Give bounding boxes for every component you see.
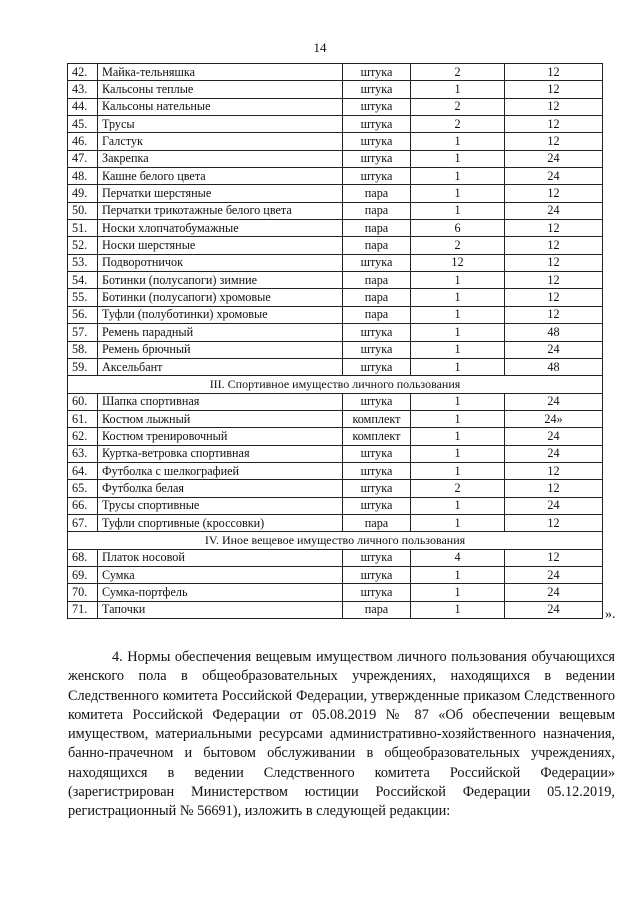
cell-name: Шапка спортивная [98,393,343,410]
cell-term: 24 [505,168,603,185]
table-row [68,549,603,566]
cell-num: 69. [68,566,98,583]
table-row [68,168,603,185]
cell-num: 54. [68,272,98,289]
cell-qty: 1 [411,289,505,306]
table-row [68,254,603,271]
cell-unit: штука [343,81,411,98]
cell-qty: 1 [411,445,505,462]
closing-quote: ». [605,607,616,622]
cell-name: Тапочки [98,601,343,618]
cell-name: Футболка белая [98,480,343,497]
table-row [68,462,603,479]
cell-qty: 1 [411,185,505,202]
cell-qty: 6 [411,220,505,237]
cell-name: Кальсоны теплые [98,81,343,98]
cell-name: Трусы [98,116,343,133]
table-row [68,497,603,514]
cell-term: 24 [505,202,603,219]
cell-unit: штука [343,150,411,167]
cell-unit: пара [343,289,411,306]
cell-qty: 1 [411,168,505,185]
cell-qty: 1 [411,324,505,341]
cell-name: Подворотничок [98,254,343,271]
cell-num: 46. [68,133,98,150]
cell-qty: 12 [411,254,505,271]
cell-unit: штука [343,324,411,341]
cell-num: 53. [68,254,98,271]
cell-num: 50. [68,202,98,219]
cell-term: 12 [505,289,603,306]
cell-unit: штука [343,566,411,583]
cell-term: 12 [505,81,603,98]
cell-name: Туфли спортивные (кроссовки) [98,514,343,531]
cell-unit: комплект [343,428,411,445]
cell-name: Сумка [98,566,343,583]
cell-name: Носки шерстяные [98,237,343,254]
cell-qty: 1 [411,81,505,98]
cell-num: 55. [68,289,98,306]
cell-num: 42. [68,64,98,81]
cell-name: Сумка-портфель [98,584,343,601]
cell-qty: 1 [411,341,505,358]
cell-term: 12 [505,98,603,115]
cell-qty: 1 [411,306,505,323]
section-title: III. Спортивное имущество личного пользования [68,376,603,393]
cell-name: Трусы спортивные [98,497,343,514]
cell-num: 65. [68,480,98,497]
cell-num: 47. [68,150,98,167]
cell-unit: пара [343,601,411,618]
cell-num: 62. [68,428,98,445]
cell-term: 24 [505,428,603,445]
table-row [68,133,603,150]
table-row [68,584,603,601]
table-row [68,393,603,410]
cell-name: Футболка с шелкографией [98,462,343,479]
cell-unit: штука [343,584,411,601]
cell-num: 60. [68,393,98,410]
cell-num: 52. [68,237,98,254]
cell-num: 63. [68,445,98,462]
table-row [68,116,603,133]
cell-unit: штука [343,358,411,375]
cell-name: Ботинки (полусапоги) хромовые [98,289,343,306]
table-row [68,324,603,341]
cell-num: 66. [68,497,98,514]
cell-unit: штука [343,341,411,358]
cell-qty: 1 [411,428,505,445]
cell-qty: 2 [411,480,505,497]
cell-unit: штука [343,393,411,410]
cell-qty: 1 [411,358,505,375]
cell-name: Перчатки трикотажные белого цвета [98,202,343,219]
table-row [68,98,603,115]
table-row [68,64,603,81]
cell-term: 12 [505,462,603,479]
cell-unit: штука [343,98,411,115]
cell-qty: 2 [411,64,505,81]
cell-name: Костюм тренировочный [98,428,343,445]
cell-unit: штука [343,497,411,514]
cell-unit: пара [343,514,411,531]
cell-qty: 2 [411,116,505,133]
cell-name: Костюм лыжный [98,410,343,427]
cell-qty: 1 [411,584,505,601]
cell-term: 12 [505,549,603,566]
cell-qty: 1 [411,601,505,618]
cell-num: 64. [68,462,98,479]
cell-num: 67. [68,514,98,531]
table-row [68,150,603,167]
page-number: 14 [313,40,327,55]
cell-name: Куртка-ветровка спортивная [98,445,343,462]
cell-unit: пара [343,220,411,237]
cell-term: 12 [505,514,603,531]
cell-term: 24 [505,445,603,462]
table-row [68,220,603,237]
cell-term: 24 [505,601,603,618]
cell-unit: штука [343,549,411,566]
cell-qty: 1 [411,202,505,219]
cell-term: 12 [505,185,603,202]
cell-unit: штука [343,133,411,150]
cell-term: 24 [505,393,603,410]
table-row [68,81,603,98]
cell-qty: 1 [411,133,505,150]
cell-name: Кашне белого цвета [98,168,343,185]
cell-num: 45. [68,116,98,133]
cell-unit: пара [343,306,411,323]
cell-name: Носки хлопчатобумажные [98,220,343,237]
cell-unit: пара [343,185,411,202]
table-body [68,64,603,619]
table-row [68,480,603,497]
table-row [68,306,603,323]
cell-term: 12 [505,220,603,237]
cell-name: Кальсоны нательные [98,98,343,115]
cell-unit: штука [343,64,411,81]
cell-unit: пара [343,202,411,219]
cell-qty: 1 [411,566,505,583]
cell-num: 61. [68,410,98,427]
table-row [68,237,603,254]
cell-term: 12 [505,306,603,323]
amendment-paragraph: 4. Нормы обеспечения вещевым имуществом личного пользования обучающихся женского пола в общеобразовательных учреждениях, находящихся в ведении Следственного комитета Российской Федерации, утвержденные приказом Следственного комитета Российской Федерации от 05.08.2019 № 87 «Об обеспечении вещевым имуществом, материальными ресурсами административно-хозяйственного назначения, банно-прачечном и бытовом обслуживании в общеобразовательных учреждениях, находящихся в ведении Следственного комитета Российской Федерации» (зарегистрирован Министерством юстиции Российской Федерации 05.12.2019, регистрационный № 56691), изложить в следующей редакции: [68,649,615,820]
cell-term: 24 [505,150,603,167]
cell-num: 49. [68,185,98,202]
cell-unit: штука [343,445,411,462]
cell-num: 71. [68,601,98,618]
cell-qty: 1 [411,514,505,531]
table-row [68,445,603,462]
cell-num: 43. [68,81,98,98]
cell-num: 51. [68,220,98,237]
cell-term: 24 [505,341,603,358]
clothing-norms-table [67,63,603,619]
cell-name: Майка-тельняшка [98,64,343,81]
cell-term: 48 [505,324,603,341]
cell-num: 48. [68,168,98,185]
cell-name: Галстук [98,133,343,150]
cell-name: Ремень парадный [98,324,343,341]
cell-name: Туфли (полуботинки) хромовые [98,306,343,323]
cell-term: 24 [505,566,603,583]
cell-num: 44. [68,98,98,115]
table-row [68,428,603,445]
cell-num: 59. [68,358,98,375]
table-row [68,566,603,583]
cell-term: 12 [505,480,603,497]
cell-unit: штука [343,254,411,271]
cell-term: 48 [505,358,603,375]
cell-qty: 1 [411,393,505,410]
cell-name: Ботинки (полусапоги) зимние [98,272,343,289]
cell-num: 70. [68,584,98,601]
cell-qty: 1 [411,150,505,167]
cell-qty: 1 [411,462,505,479]
table-row [68,358,603,375]
cell-term: 12 [505,272,603,289]
cell-num: 58. [68,341,98,358]
table-row [68,289,603,306]
table-row [68,272,603,289]
cell-unit: пара [343,237,411,254]
section-header-row [68,532,603,549]
cell-term: 12 [505,254,603,271]
cell-term: 12 [505,237,603,254]
cell-term: 12 [505,133,603,150]
table-row [68,185,603,202]
cell-name: Аксельбант [98,358,343,375]
cell-name: Перчатки шерстяные [98,185,343,202]
cell-qty: 2 [411,237,505,254]
section-title: IV. Иное вещевое имущество личного пользования [68,532,603,549]
cell-term: 12 [505,64,603,81]
cell-name: Платок носовой [98,549,343,566]
section-header-row [68,376,603,393]
cell-qty: 1 [411,272,505,289]
cell-unit: пара [343,272,411,289]
cell-term: 24 [505,584,603,601]
cell-term: 12 [505,116,603,133]
cell-qty: 4 [411,549,505,566]
cell-name: Закрепка [98,150,343,167]
cell-qty: 2 [411,98,505,115]
cell-unit: штука [343,462,411,479]
cell-unit: штука [343,168,411,185]
table-row [68,202,603,219]
cell-name: Ремень брючный [98,341,343,358]
cell-term: 24» [505,410,603,427]
cell-unit: комплект [343,410,411,427]
cell-num: 57. [68,324,98,341]
table-row [68,601,603,618]
cell-num: 56. [68,306,98,323]
cell-unit: штука [343,480,411,497]
cell-qty: 1 [411,497,505,514]
cell-unit: штука [343,116,411,133]
table-row [68,341,603,358]
table-row [68,410,603,427]
cell-qty: 1 [411,410,505,427]
cell-term: 24 [505,497,603,514]
cell-num: 68. [68,549,98,566]
table-row [68,514,603,531]
